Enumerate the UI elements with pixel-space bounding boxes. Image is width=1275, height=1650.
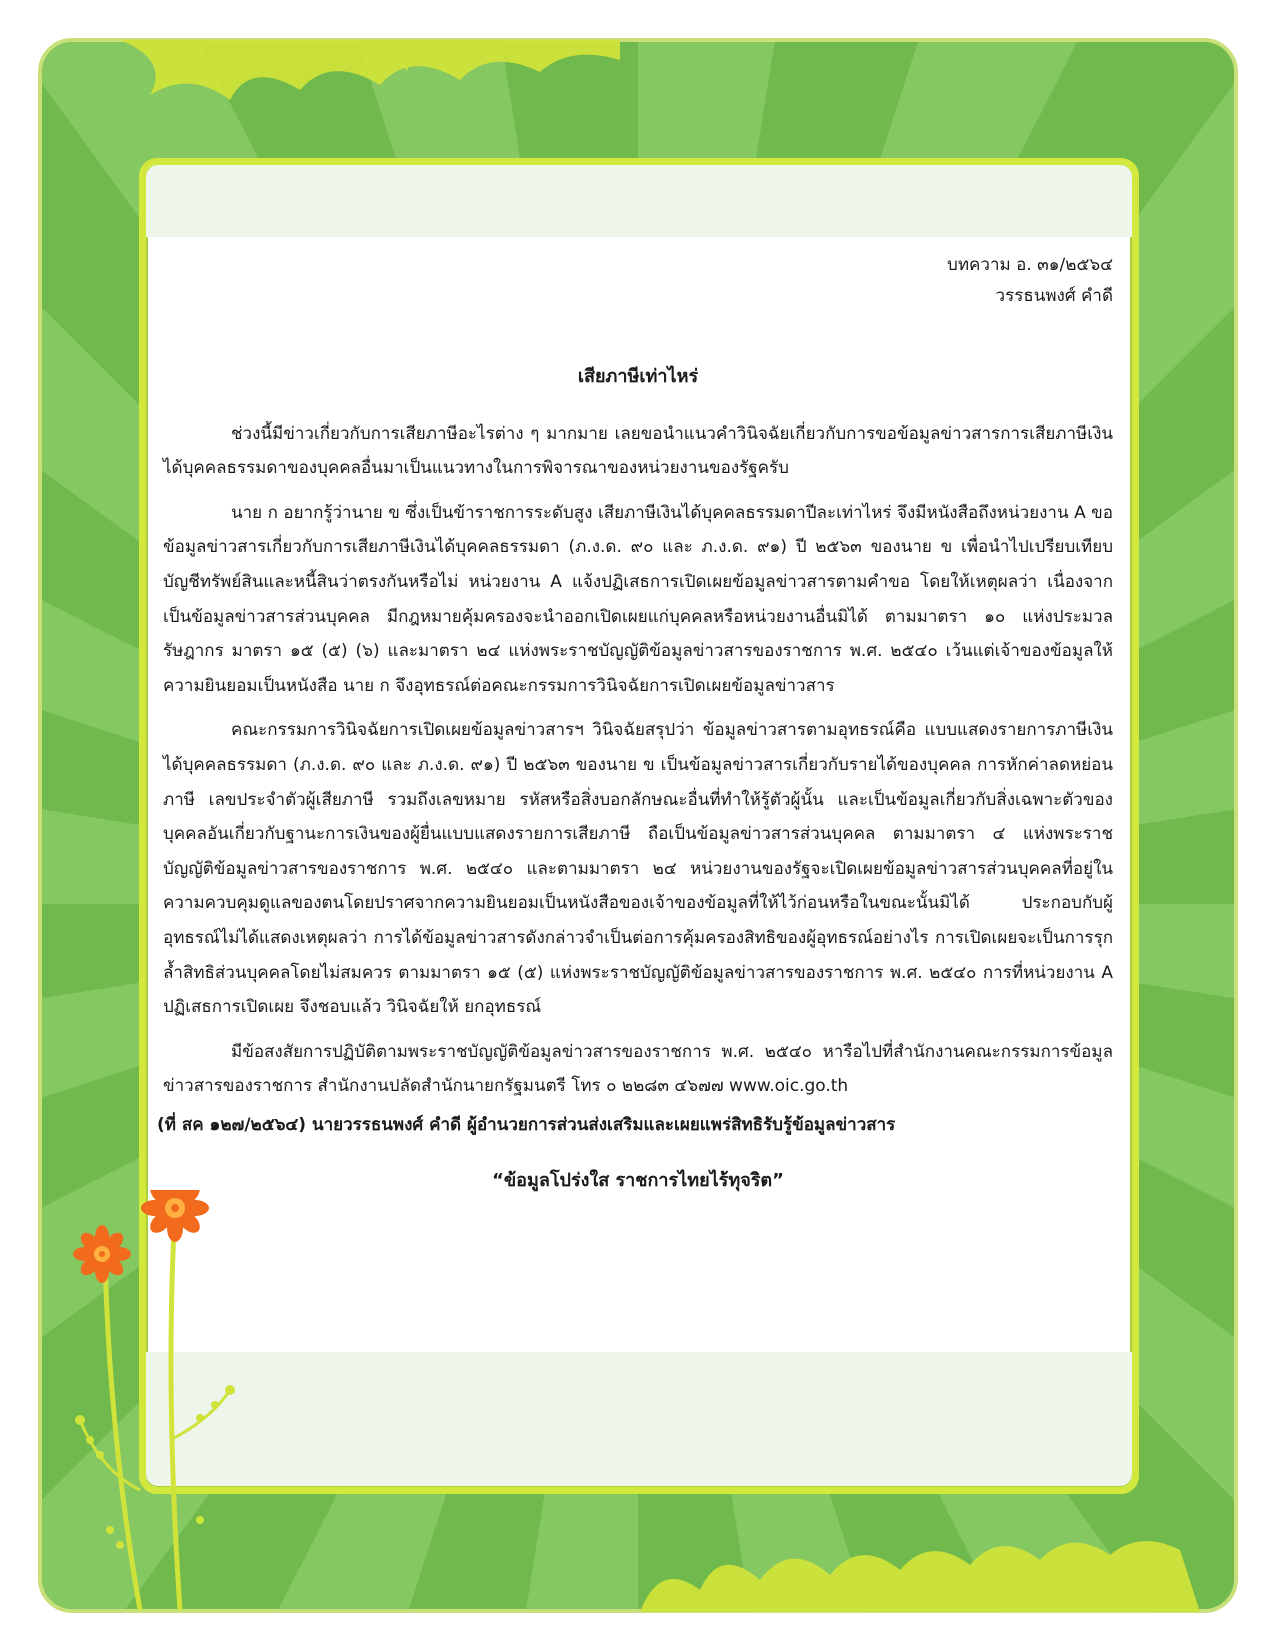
slogan: “ข้อมูลโปร่งใส ราชการไทยไร้ทุจริต” [492,1170,784,1192]
panel-band-top [146,165,1132,237]
article [157,250,1113,1199]
paragraph-ruling: คณะกรรมการวินิจฉัยการเปิดเผยข้อมูลข่าวสารฯ วินิจฉัยสรุปว่า ข้อมูลข่าวสารตามอุทธรณ์คือ แบบแสดงรายการภาษีเงินได้บุคคลธรรมดา (ภ.ง.ด. ๙๐ และ ภ.ง.ด. ๙๑) ปี ๒๕๖๓ ของนาย ข เป็นข้อมูลข่าวสารเกี่ยวกับรายได้ของบุคคล การหักค่าลดหย่อนภาษี เลขประจำตัวผู้เสียภาษี รวมถึงเลขหมาย รหัสหรือสิ่งบอกลักษณะอื่นที่ทำให้รู้ตัวผู้นั้น และเป็นข้อมูลเกี่ยวกับสิ่งเฉพาะตัวของบุคคลอันเกี่ยวกับฐานะการเงินของผู้ยื่นแบบแสดงรายการเสียภาษี ถือเป็นข้อมูลข่าวสารส่วนบุคคล ตามมาตรา ๔ แห่งพระราชบัญญัติข้อมูลข่าวสารของราชการ พ.ศ. ๒๕๔๐ และตามมาตรา ๒๔ หน่วยงานของรัฐจะเปิดเผยข้อมูลข่าวสารส่วนบุคคลที่อยู่ในความควบคุมดูแลของตนโดยปราศจากความยินยอมเป็นหนังสือของเจ้าของข้อมูลที่ให้ไว้ก่อนหรือในขณะนั้นมิได้ ประกอบกับผู้อุทธรณ์ไม่ได้แสดงเหตุผลว่า การได้ข้อมูลข่าวสารดังกล่าวจำเป็นต่อการคุ้มครองสิทธิของผู้อุทธรณ์อย่างไร การเปิดเผยจะเป็นการรุกล้ำสิทธิส่วนบุคคลโดยไม่สมควร ตามมาตรา ๑๕ (๕) แห่งพระราชบัญญัติข้อมูลข่าวสารของราชการ พ.ศ. ๒๕๔๐ การที่หน่วยงาน A ปฏิเสธการเปิดเผย จึงชอบแล้ว วินิจฉัยให้ ยกอุทธรณ์ [163,720,1113,1018]
reference-line: (ที่ สค ๑๒๗/๒๕๖๔) นายวรรธนพงศ์ คำดี ผู้อำนวยการส่วนส่งเสริมและเผยแพร่สิทธิรับรู้ข้อมูลข่าวสาร [157,1114,896,1135]
author-name: วรรธนพงศ์ คำดี [995,286,1113,306]
article-number: บทความ อ. ๓๑/๒๕๖๔ [947,255,1113,275]
article-header [163,250,1113,312]
paragraph-contact: มีข้อสงสัยการปฏิบัติตามพระราชบัญญัติข้อมูลข่าวสารของราชการ พ.ศ. ๒๕๔๐ หารือไปที่สำนักงานคณะกรรมการข้อมูลข่าวสารของราชการ สำนักงานปลัดสำนักนายกรัฐมนตรี โทร ๐ ๒๒๘๓ ๔๖๗๗ www.oic.go.th [163,1041,1113,1097]
panel-band-bottom [146,1352,1132,1486]
paragraph-intro: ช่วงนี้มีข่าวเกี่ยวกับการเสียภาษีอะไรต่าง ๆ มากมาย เลยขอนำแนวคำวินิจฉัยเกี่ยวกับการขอข้อมูลข่าวสารการเสียภาษีเงินได้บุคคลธรรมดาของบุคคลอื่นมาเป็นแนวทางในการพิจารณาของหน่วยงานของรัฐครับ [163,423,1113,479]
article-title: เสียภาษีเท่าไหร่ [577,366,699,387]
flower-decoration-icon [40,1190,240,1610]
paragraph-case: นาย ก อยากรู้ว่านาย ข ซึ่งเป็นข้าราชการระดับสูง เสียภาษีเงินได้บุคคลธรรมดาปีละเท่าไหร่ จึงมีหนังสือถึงหน่วยงาน A ขอข้อมูลข่าวสารเกี่ยวกับการเสียภาษีเงินได้บุคคลธรรมดา (ภ.ง.ด. ๙๐ และ ภ.ง.ด. ๙๑) ปี ๒๕๖๓ ของนาย ข เพื่อนำไปเปรียบเทียบบัญชีทรัพย์สินและหนี้สินว่าตรงกันหรือไม่ หน่วยงาน A แจ้งปฏิเสธการเปิดเผยข้อมูลข่าวสารตามคำขอ โดยให้เหตุผลว่า เนื่องจากเป็นข้อมูลข่าวสารส่วนบุคคล มีกฎหมายคุ้มครองจะนำออกเปิดเผยแก่บุคคลหรือหน่วยงานอื่นมิได้ ตามมาตรา ๑๐ แห่งประมวลรัษฎากร มาตรา ๑๕ (๕) (๖) และมาตรา ๒๔ แห่งพระราชบัญญัติข้อมูลข่าวสารของราชการ พ.ศ. ๒๕๔๐ เว้นแต่เจ้าของข้อมูลให้ความยินยอมเป็นหนังสือ นาย ก จึงอุทธรณ์ต่อคณะกรรมการวินิจฉัยการเปิดเผยข้อมูลข่าวสาร [163,502,1113,696]
